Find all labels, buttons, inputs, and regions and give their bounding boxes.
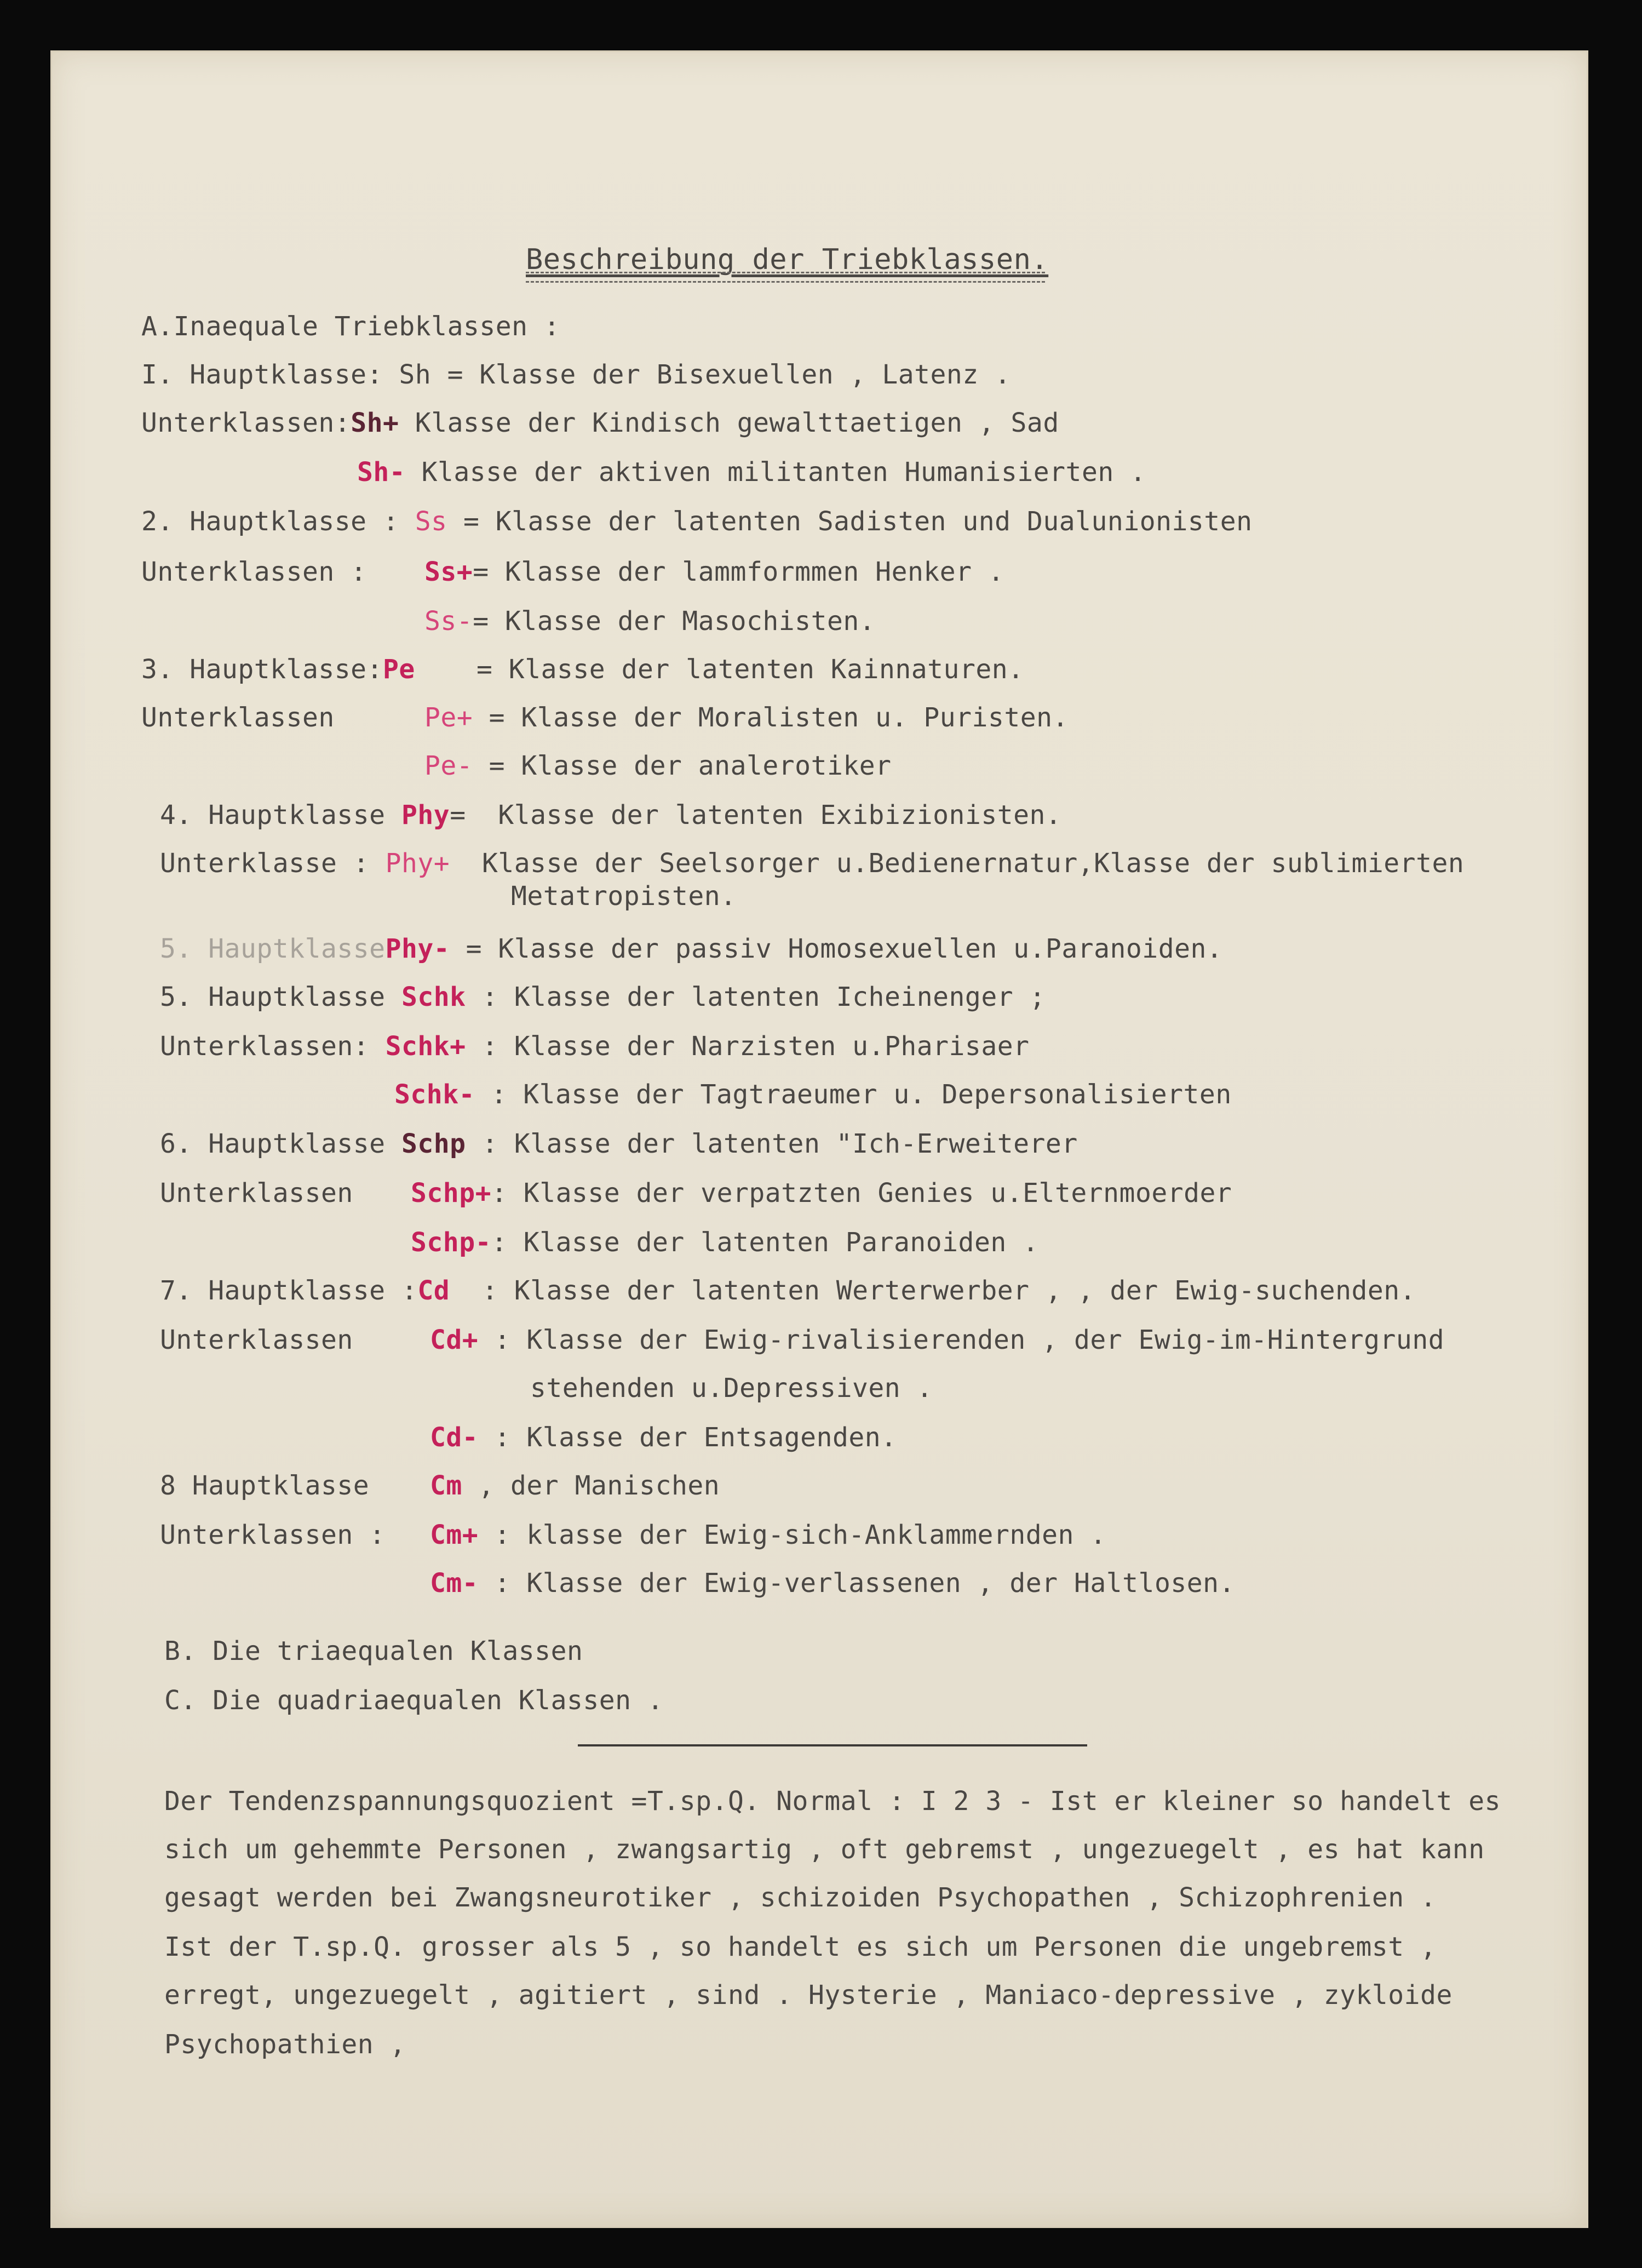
document-title: Beschreibung der Triebklassen. <box>526 243 1049 276</box>
hauptklasse-3 <box>141 656 415 683</box>
class-code: Cm <box>430 1470 462 1501</box>
hauptklasse-label: 8 Hauptklasse <box>160 1470 401 1501</box>
hauptklasse-3-text: = Klasse der latenten Kainnaturen. <box>476 654 1024 685</box>
unterklassen-6-row1 <box>411 1178 1232 1209</box>
hauptklasse-4 <box>160 800 1062 831</box>
class-description: , der Manischen <box>462 1470 720 1501</box>
class-code: Schk <box>401 982 466 1012</box>
class-code: Phy- <box>385 933 450 964</box>
class-description: : Klasse der Tagtraeumer u. Depersonalisierten <box>475 1079 1232 1110</box>
unterklassen-3-label: Unterklassen <box>141 702 335 733</box>
paragraph-line-4: Ist der T.sp.Q. grosser als 5 , so handelt es sich um Personen die ungebremst , <box>164 1932 1437 1962</box>
paragraph-line-1: Der Tendenzspannungsquozient =T.sp.Q. Normal : I 2 3 - Ist er kleiner so handelt es <box>164 1786 1501 1817</box>
unterklassen-8-row1 <box>430 1522 1106 1548</box>
class-description: = Klasse der passiv Homosexuellen u.Paranoiden. <box>450 933 1223 964</box>
class-code: Cd- <box>430 1422 479 1453</box>
hauptklasse-8-class <box>430 1470 720 1501</box>
hauptklasse-label: 3. Hauptklasse: <box>141 654 383 685</box>
class-code: Cm- <box>430 1568 479 1599</box>
class-code: Sh- <box>357 457 406 488</box>
class-code: Cd+ <box>430 1325 479 1355</box>
class-code: Sh+ <box>351 408 399 438</box>
unterklassen-5-row2 <box>394 1081 1232 1108</box>
class-description: = Klasse der lammformmen Henker . <box>473 557 1004 587</box>
class-description: = Klasse der Moralisten u. Puristen. <box>473 702 1069 733</box>
hauptklasse-8 <box>160 1470 401 1501</box>
class-description: Klasse der Kindisch gewalttaetigen , Sad <box>399 408 1059 438</box>
class-code: Phy+ <box>385 848 450 879</box>
unterklassen-7-row2 <box>430 1424 897 1451</box>
class-description: Klasse der Seelsorger u.Bedienernatur,Klasse der sublimierten <box>450 848 1465 879</box>
hauptklasse-label: 2. Hauptklasse : <box>141 506 415 537</box>
unterklassen-7-label: Unterklassen <box>160 1325 353 1355</box>
section-b-heading: B. Die triaequalen Klassen <box>164 1636 583 1666</box>
class-code: Schp <box>401 1129 466 1159</box>
unterklassen-3-row2 <box>424 753 892 779</box>
class-description: : Klasse der Ewig-rivalisierenden , der Ewig-im-Hintergrund <box>478 1325 1445 1355</box>
unterklassen-2-row2 <box>424 606 876 637</box>
unterklassen-6-label: Unterklassen <box>160 1178 353 1209</box>
class-code: Pe+ <box>424 702 473 733</box>
unterklassen-7-row1 <box>430 1327 1444 1353</box>
class-description: : klasse der Ewig-sich-Anklammernden . <box>478 1520 1106 1550</box>
hauptklasse-label: 6. Hauptklasse <box>160 1129 401 1159</box>
class-description: Klasse der aktiven militanten Humanisierten . <box>405 457 1146 488</box>
class-code: Cm+ <box>430 1520 479 1550</box>
class-description: = Klasse der Masochisten. <box>473 606 876 637</box>
section-a-heading: A.Inaequale Triebklassen : <box>141 311 560 342</box>
hauptklasse-7 <box>160 1275 1416 1306</box>
class-code: Schp+ <box>411 1178 491 1209</box>
class-description: : Klasse der verpatzten Genies u.Elternmoerder <box>491 1178 1232 1209</box>
class-code: Ss+ <box>424 557 473 587</box>
unterklasse-4-row <box>160 850 1464 877</box>
paragraph-line-6: Psychopathien , <box>164 2029 406 2060</box>
unterklassen-label: Unterklassen: <box>141 408 351 438</box>
paragraph-line-2: sich um gehemmte Personen , zwangsartig , oft gebremst , ungezuegelt , es hat kann <box>164 1834 1485 1865</box>
unterklassen-8-row2 <box>430 1568 1235 1599</box>
separator-line <box>578 1744 1087 1746</box>
hauptklasse-label: 5. Hauptklasse <box>160 933 386 964</box>
hauptklasse-label: 5. Hauptklasse <box>160 982 401 1012</box>
unterklassen-2-label: Unterklassen : <box>141 557 367 587</box>
class-description: = Klasse der latenten Exibizionisten. <box>450 800 1062 831</box>
hauptklasse-5-faint <box>160 933 1223 964</box>
class-code: Pe- <box>424 751 473 781</box>
class-code: Schk- <box>394 1079 475 1110</box>
title-double-underline <box>526 272 1045 283</box>
class-description: : Klasse der Entsagenden. <box>478 1422 897 1453</box>
hauptklasse-label: 7. Hauptklasse : <box>160 1275 418 1306</box>
unterklassen-7-continuation: stehenden u.Depressiven . <box>530 1373 933 1404</box>
unterklassen-3-row1 <box>424 702 1069 733</box>
class-description: = Klasse der analerotiker <box>473 751 892 781</box>
hauptklasse-2 <box>141 508 1253 535</box>
class-description: : Klasse der latenten Werterwerber , , der Ewig-suchenden. <box>450 1275 1416 1306</box>
class-code: Ss- <box>424 606 473 637</box>
hauptklasse-5 <box>160 984 1046 1010</box>
unterklassen-6-row2 <box>411 1229 1039 1256</box>
section-c-heading: C. Die quadriaequalen Klassen . <box>164 1685 664 1716</box>
class-code: Schk+ <box>385 1031 466 1062</box>
paragraph-line-5: erregt, ungezuegelt , agitiert , sind . Hysterie , Maniaco-depressive , zykloide <box>164 1980 1452 2011</box>
unterklassen-label: Unterklassen: <box>160 1031 386 1062</box>
class-code: Schp- <box>411 1227 491 1258</box>
hauptklasse-1: I. Hauptklasse: Sh = Klasse der Bisexuellen , Latenz . <box>141 359 1011 390</box>
class-description: : Klasse der latenten Paranoiden . <box>491 1227 1039 1258</box>
unterklasse-4-continuation: Metatropisten. <box>511 881 737 912</box>
class-description: = Klasse der latenten Sadisten und Dualunionisten <box>447 506 1253 537</box>
unterklassen-1-row2 <box>357 457 1146 488</box>
hauptklasse-6 <box>160 1131 1078 1157</box>
class-description: : Klasse der Narzisten u.Pharisaer <box>466 1031 1030 1062</box>
class-code: Phy <box>401 800 450 831</box>
unterklassen-1-row1 <box>141 410 1059 436</box>
unterklassen-2-row1 <box>424 559 1004 585</box>
class-code: Ss <box>415 506 447 537</box>
unterklassen-5-row1 <box>160 1031 1030 1062</box>
unterklasse-label: Unterklasse : <box>160 848 386 879</box>
hauptklasse-label: 4. Hauptklasse <box>160 800 401 831</box>
class-code: Cd <box>417 1275 450 1306</box>
class-code: Pe <box>382 654 415 685</box>
paragraph-line-3: gesagt werden bei Zwangsneurotiker , schizoiden Psychopathen , Schizophrenien . <box>164 1882 1437 1913</box>
unterklassen-8-label: Unterklassen : <box>160 1520 401 1550</box>
class-description: : Klasse der latenten "Ich-Erweiterer <box>466 1129 1078 1159</box>
class-description: : Klasse der latenten Icheinenger ; <box>466 982 1046 1012</box>
class-description: : Klasse der Ewig-verlassenen , der Haltlosen. <box>478 1568 1235 1599</box>
